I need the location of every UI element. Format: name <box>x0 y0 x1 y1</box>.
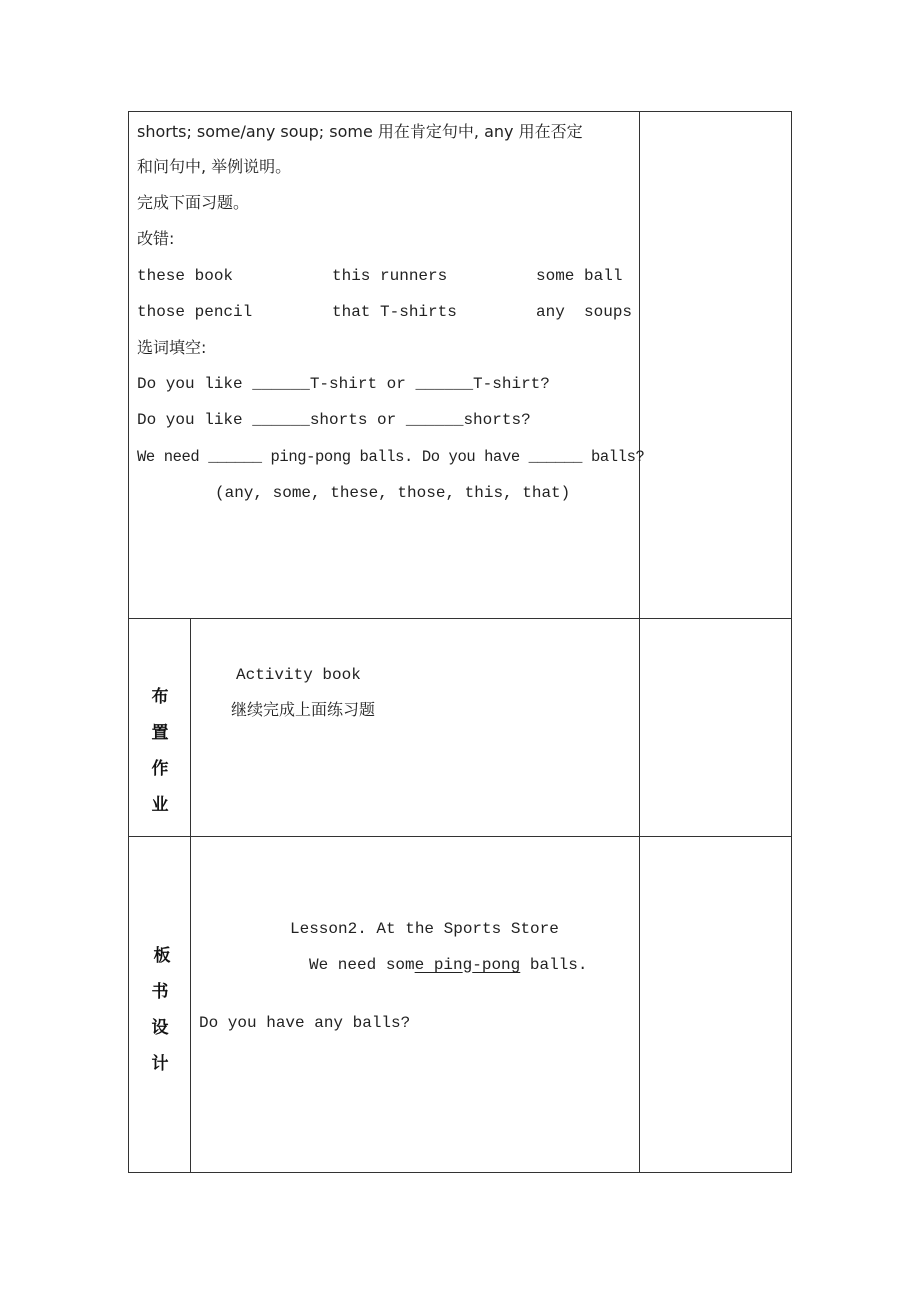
notes-line-3: 完成下面习题。 <box>137 193 250 212</box>
board-sentence-part: balls. <box>520 956 588 974</box>
board-title: Lesson2. At the Sports Store <box>290 920 559 938</box>
board-question: Do you have any balls? <box>199 1014 411 1032</box>
board-sentence-underlined: e pin <box>414 956 463 974</box>
homework-label-char: 业 <box>151 795 169 815</box>
fill-blank-heading: 选词填空: <box>137 338 207 357</box>
homework-label-char: 置 <box>151 723 169 743</box>
homework-label-char: 作 <box>151 759 169 779</box>
fill-sentence: Do you like ______shorts or ______shorts? <box>137 411 531 429</box>
table-column-divider-label <box>190 618 191 1173</box>
correction-item: this runners <box>332 267 448 285</box>
homework-label-char: 布 <box>151 687 169 707</box>
fill-sentence: Do you like ______T-shirt or ______T-shirt? <box>137 375 550 393</box>
correction-item: these book <box>137 267 234 285</box>
homework-activity-book: Activity book <box>236 666 361 684</box>
table-border-bottom <box>128 1172 792 1173</box>
correction-heading: 改错: <box>137 229 175 248</box>
table-border-right <box>791 111 792 1173</box>
correction-item: some ball <box>536 267 623 285</box>
table-row-divider-1 <box>128 618 792 619</box>
homework-instruction: 继续完成上面练习题 <box>231 700 376 719</box>
board-label-char: 计 <box>151 1054 169 1074</box>
board-label-char: 书 <box>151 982 169 1002</box>
correction-item: any soups <box>536 303 633 321</box>
table-border-top <box>128 111 792 112</box>
board-sentence-part: g <box>462 956 473 974</box>
board-sentence <box>309 955 587 975</box>
table-border-left <box>128 111 129 1173</box>
notes-line-1: shorts; some/any soup; some 用在肯定句中, any 用在否定 <box>137 122 583 141</box>
correction-item: those pencil <box>137 303 253 321</box>
correction-item: that T-shirts <box>332 303 457 321</box>
table-row-divider-2 <box>128 836 792 837</box>
notes-line-2: 和问句中, 举例说明。 <box>137 157 292 176</box>
word-bank: (any, some, these, those, this, that) <box>215 484 571 502</box>
board-sentence-underlined: -pong <box>472 956 521 974</box>
table-column-divider-right <box>639 111 640 1173</box>
board-label-char: 板 <box>153 946 171 966</box>
board-label-char: 设 <box>151 1018 169 1038</box>
board-sentence-part: We need som <box>309 956 415 974</box>
fill-sentence: We need ______ ping-pong balls. Do you have ______ balls? <box>137 448 645 466</box>
